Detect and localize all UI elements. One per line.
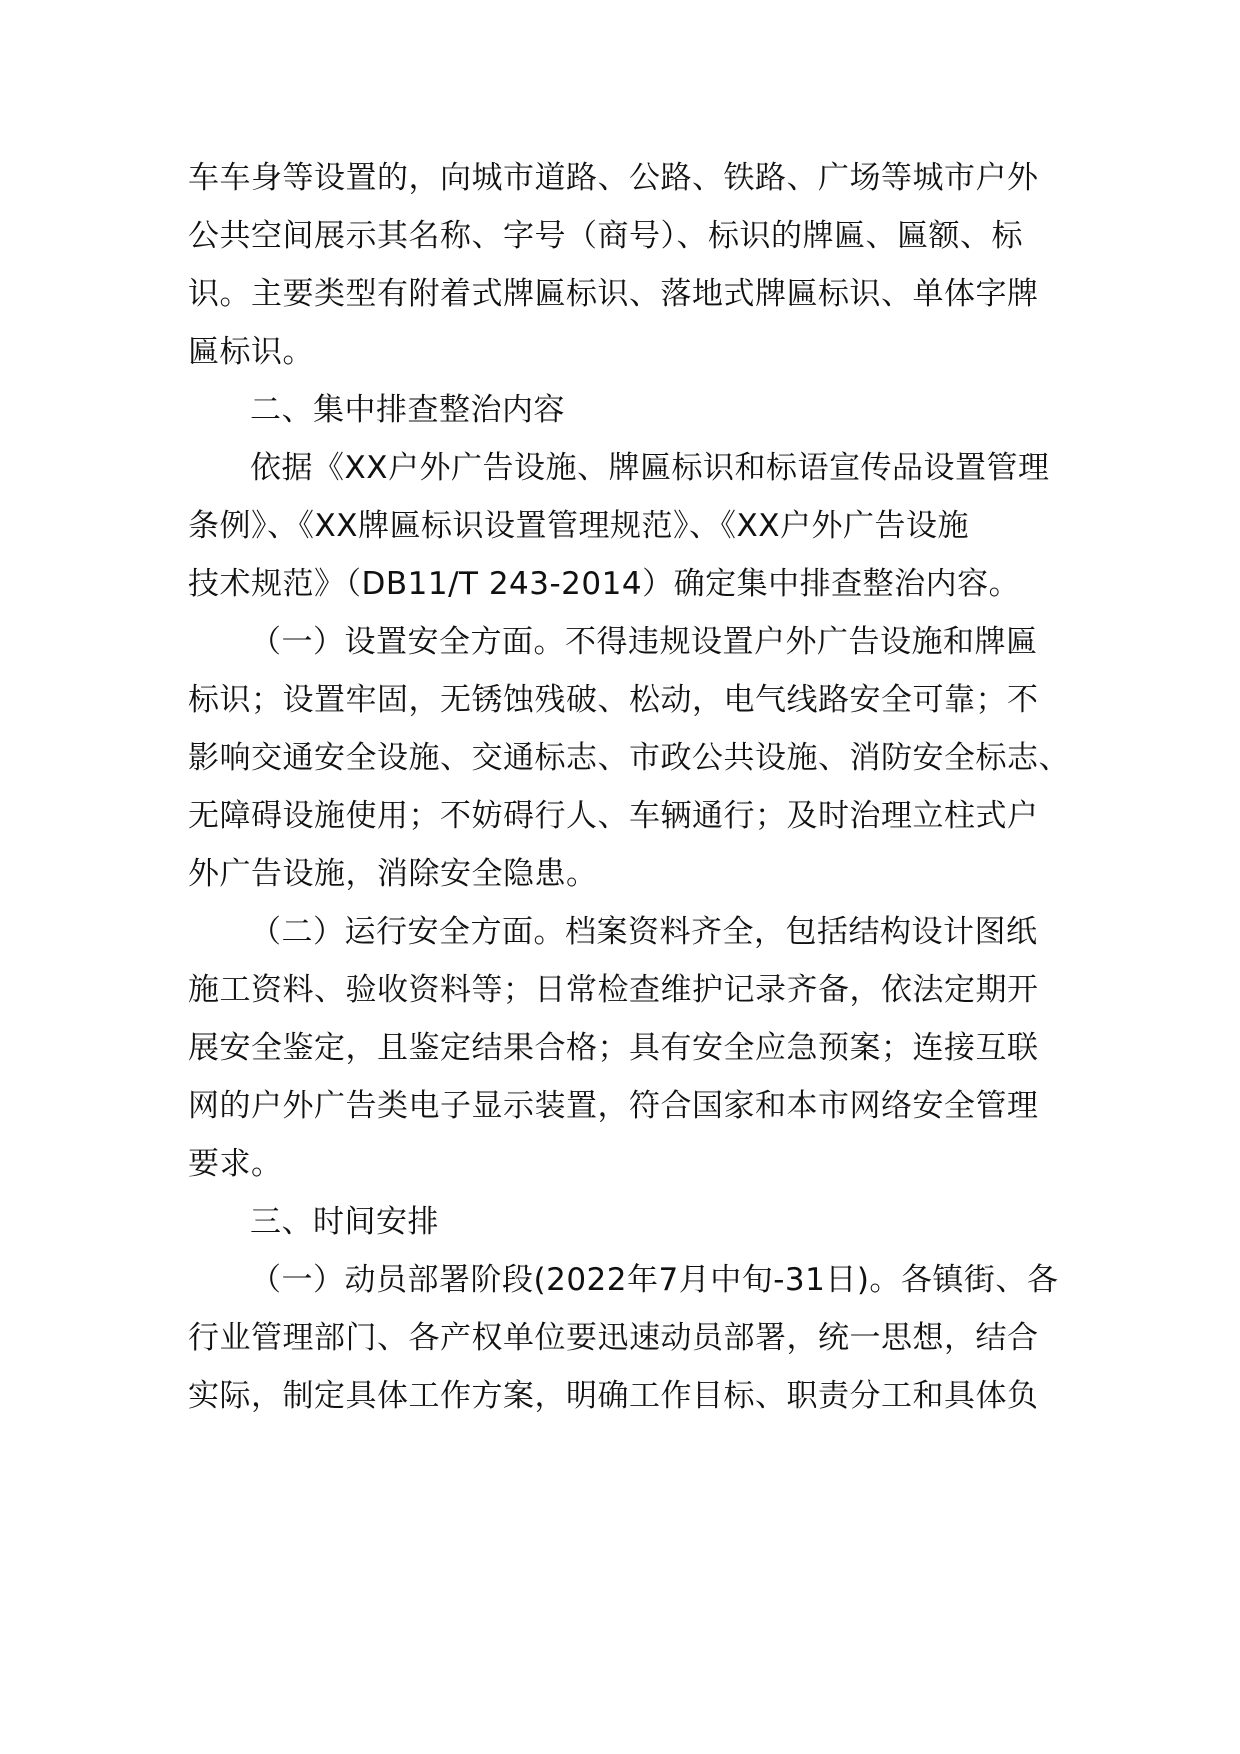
paragraph-line: （一）设置安全方面。不得违规设置户外广告设施和牌匾 [250,624,1038,660]
paragraph-line: 匾标识。 [188,334,314,370]
paragraph-line: 展安全鉴定，且鉴定结果合格；具有安全应急预案；连接互联 [188,1030,1039,1066]
paragraph-line: 技术规范》（DB11/T 243-2014）确定集中排查整治内容。 [188,566,1021,602]
paragraph-line: （一）动员部署阶段(2022年7月中旬-31日)。各镇街、各 [250,1262,1059,1298]
section-heading: 二、集中排查整治内容 [250,392,565,428]
paragraph-line: 要求。 [188,1146,283,1182]
paragraph-line: 车车身等设置的，向城市道路、公路、铁路、广场等城市户外 [188,160,1039,196]
paragraph-line: 施工资料、验收资料等；日常检查维护记录齐备，依法定期开 [188,972,1039,1008]
paragraph-line: 网的户外广告类电子显示装置，符合国家和本市网络安全管理 [188,1088,1039,1124]
paragraph-line: 依据《XX户外广告设施、牌匾标识和标语宣传品设置管理 [250,450,1050,486]
paragraph-line: （二）运行安全方面。档案资料齐全，包括结构设计图纸 [250,914,1038,950]
paragraph-line: 实际，制定具体工作方案，明确工作目标、职责分工和具体负 [188,1378,1039,1414]
section-heading: 三、时间安排 [250,1204,439,1240]
paragraph-line: 影响交通安全设施、交通标志、市政公共设施、消防安全标志、 [188,740,1070,776]
paragraph-line: 外广告设施，消除安全隐患。 [188,856,598,892]
paragraph-line: 标识；设置牢固，无锈蚀残破、松动，电气线路安全可靠；不 [188,682,1039,718]
paragraph-line: 公共空间展示其名称、字号（商号）、标识的牌匾、匾额、标 [188,218,1023,254]
paragraph-line: 行业管理部门、各产权单位要迅速动员部署，统一思想，结合 [188,1320,1039,1356]
paragraph-line: 条例》、《XX牌匾标识设置管理规范》、《XX户外广告设施 [188,508,969,544]
paragraph-line: 无障碍设施使用；不妨碍行人、车辆通行；及时治理立柱式户 [188,798,1039,834]
paragraph-line: 识。主要类型有附着式牌匾标识、落地式牌匾标识、单体字牌 [188,276,1039,312]
